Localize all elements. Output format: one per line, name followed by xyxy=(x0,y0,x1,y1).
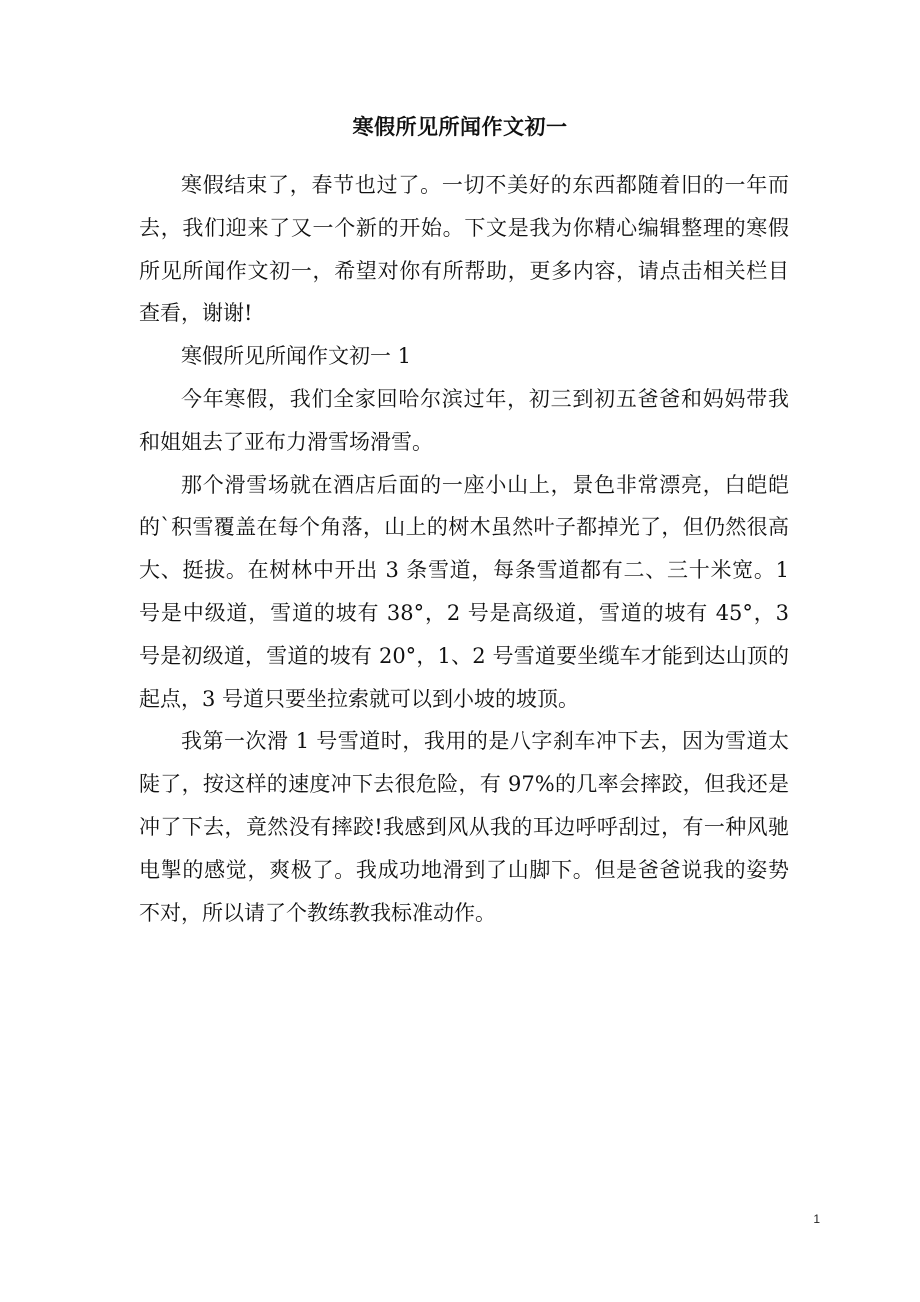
body-paragraph: 今年寒假，我们全家回哈尔滨过年，初三到初五爸爸和妈妈带我和姐姐去了亚布力滑雪场滑雪。 xyxy=(139,386,789,454)
body-paragraph: 那个滑雪场就在酒店后面的一座小山上，景色非常漂亮，白皑皑的`积雪覆盖在每个角落，山上的树木虽然叶子都掉光了，但仍然很高大、挺拔。在树林中开出 3 条雪道，每条雪道都有二、三十米宽。1 号是中级道，雪道的坡有 38°，2 号是高级道，雪道的坡有 45°，3 号是初级道，雪道的坡有 20°，1、2 号雪道要坐缆车才能到达山顶的起点，3 号道只要坐拉索就可以到小坡的坡顶。 xyxy=(139,472,789,711)
document-title: 寒假所见所闻作文初一 xyxy=(352,114,568,139)
document-body xyxy=(139,164,789,934)
intro-paragraph: 寒假结束了，春节也过了。一切不美好的东西都随着旧的一年而去，我们迎来了又一个新的开始。下文是我为你精心编辑整理的寒假所见所闻作文初一，希望对你有所帮助，更多内容，请点击相关栏目查看，谢谢! xyxy=(139,173,789,326)
page-number: 1 xyxy=(813,1212,820,1226)
body-paragraph: 我第一次滑 1 号雪道时，我用的是八字刹车冲下去，因为雪道太陡了，按这样的速度冲下去很危险，有 97%的几率会摔跤，但我还是冲了下去，竟然没有摔跤!我感到风从我的耳边呼呼刮过，有一种风驰电掣的感觉，爽极了。我成功地滑到了山脚下。但是爸爸说我的姿势不对，所以请了个教练教我标准动作。 xyxy=(139,729,789,925)
section-heading: 寒假所见所闻作文初一 1 xyxy=(181,344,412,369)
